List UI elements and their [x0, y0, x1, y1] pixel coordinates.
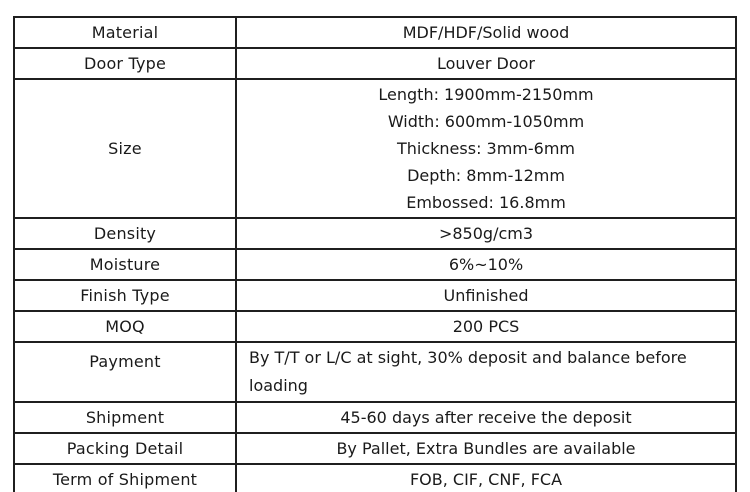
spec-label-cell: MOQ	[14, 311, 236, 342]
spec-label-cell: Finish Type	[14, 280, 236, 311]
spec-label-cell: Shipment	[14, 402, 236, 433]
spec-value-line: Unfinished	[443, 286, 529, 305]
spec-label-cell: Payment	[14, 342, 236, 402]
spec-value-line: 6%~10%	[448, 255, 524, 274]
spec-value-cell	[236, 342, 736, 402]
spec-value-line: FOB, CIF, CNF, FCA	[409, 470, 563, 489]
spec-label-cell: Size	[14, 79, 236, 218]
table-row	[14, 280, 736, 311]
spec-value-line: 45-60 days after receive the deposit	[340, 408, 632, 427]
spec-value-line: Depth: 8mm-12mm	[407, 166, 565, 185]
table-row	[14, 342, 736, 402]
spec-value-cell	[236, 249, 736, 280]
spec-value-line: >850g/cm3	[438, 224, 534, 243]
spec-table-body	[14, 17, 736, 492]
spec-label-cell: Moisture	[14, 249, 236, 280]
spec-value-line: Louver Door	[436, 54, 535, 73]
spec-value-cell	[236, 402, 736, 433]
spec-value-line: Thickness: 3mm-6mm	[396, 139, 576, 158]
table-row	[14, 17, 736, 48]
spec-label-cell: Material	[14, 17, 236, 48]
spec-value-line: By T/T or L/C at sight, 30% deposit and balance before loading	[249, 348, 687, 395]
table-row	[14, 249, 736, 280]
table-row	[14, 48, 736, 79]
table-row	[14, 433, 736, 464]
spec-value-line: Length: 1900mm-2150mm	[378, 85, 594, 104]
spec-label-cell: Density	[14, 218, 236, 249]
spec-value-line: Embossed: 16.8mm	[406, 193, 566, 212]
spec-label-cell: Term of Shipment	[14, 464, 236, 492]
table-row	[14, 79, 736, 218]
spec-value-line: Width: 600mm-1050mm	[387, 112, 585, 131]
spec-value-cell	[236, 48, 736, 79]
spec-value-cell	[236, 464, 736, 492]
table-row	[14, 464, 736, 492]
spec-value-cell	[236, 218, 736, 249]
spec-value-line: 200 PCS	[452, 317, 520, 336]
table-row	[14, 218, 736, 249]
spec-label-cell: Door Type	[14, 48, 236, 79]
spec-label-cell: Packing Detail	[14, 433, 236, 464]
spec-value-cell	[236, 433, 736, 464]
product-spec-table	[13, 16, 737, 492]
spec-value-line: MDF/HDF/Solid wood	[402, 23, 570, 42]
spec-value-line: By Pallet, Extra Bundles are available	[336, 439, 636, 458]
table-row	[14, 311, 736, 342]
spec-value-cell	[236, 280, 736, 311]
spec-value-cell	[236, 79, 736, 218]
spec-value-cell	[236, 17, 736, 48]
table-row	[14, 402, 736, 433]
spec-value-cell	[236, 311, 736, 342]
